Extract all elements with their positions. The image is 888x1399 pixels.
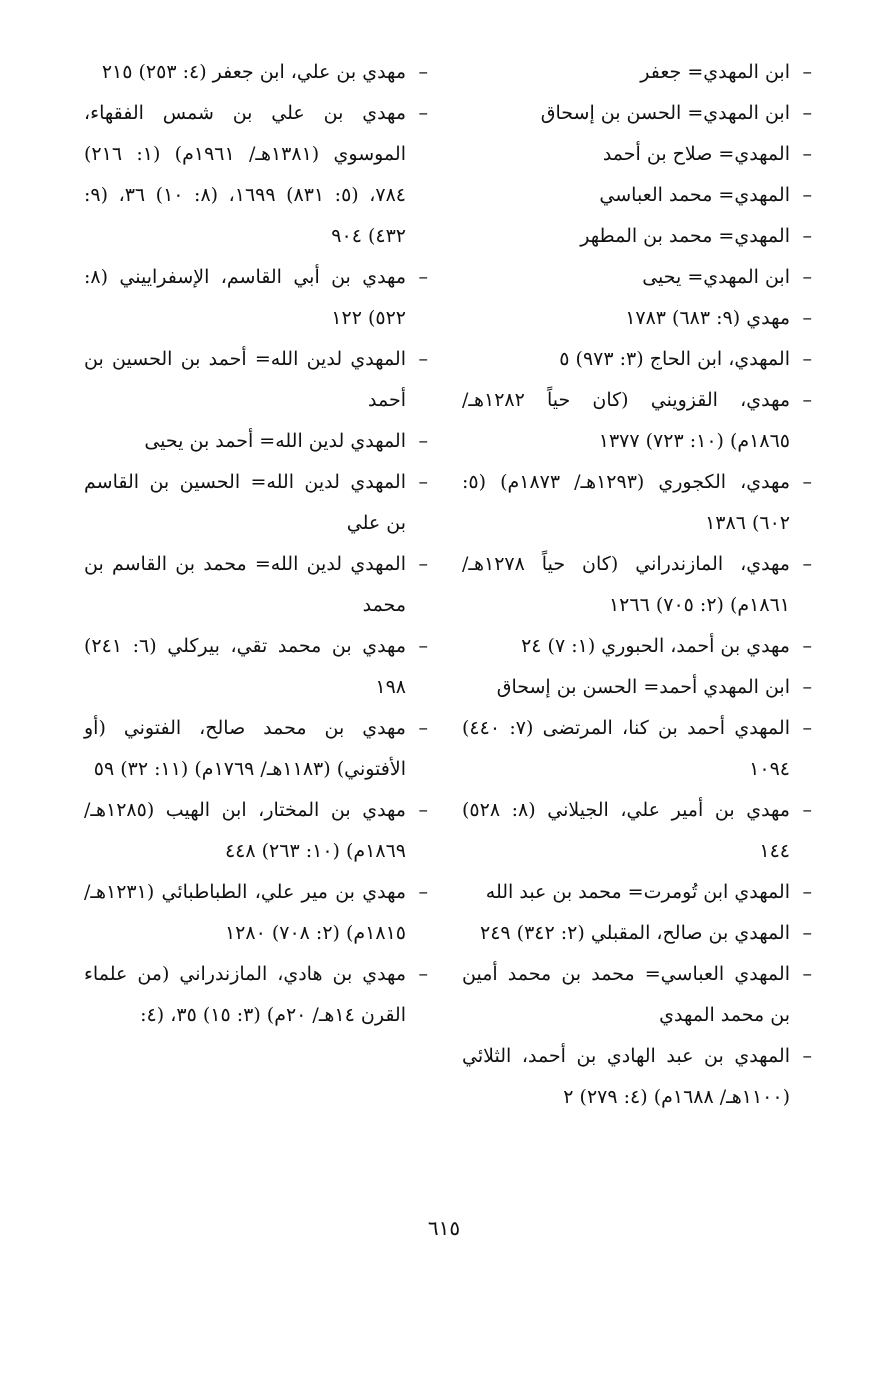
entry-text: ابن المهدي= جعفر [640,61,790,83]
entry-text: مهدي بن أحمد، الحبوري (١: ٧) ٢٤ [521,635,790,657]
entry-text: المهدي= محمد العباسي [599,184,790,206]
entry-dash: – [418,61,428,83]
entry-dash: – [802,389,812,411]
index-entry [462,52,812,93]
page-number: ٦١٥ [427,1216,461,1240]
entry-dash: – [418,430,428,452]
entry-text: مهدي بن علي، ابن جعفر (٤: ٢٥٣) ٢١٥ [101,61,406,83]
entry-text: ابن المهدي= الحسن بن إسحاق [540,102,790,124]
index-entry [84,421,428,462]
entry-text: المهدي العباسي= محمد بن محمد أمين بن محمد المهدي [462,963,790,1026]
entry-dash: – [418,881,428,903]
index-entry [84,790,428,872]
entry-dash: – [418,963,428,985]
index-entry [462,93,812,134]
entry-text: مهدي بن المختار، ابن الهيب (١٢٨٥هـ/ ١٨٦٩م) (١٠: ٢٦٣) ٤٤٨ [84,799,406,862]
entry-text: مهدي بن علي بن شمس الفقهاء، الموسوي (١٣٨١هـ/ ١٩٦١م) (١: ٢١٦) ٧٨٤، (٥: ٨٣١) ١٦٩٩، (٨: ١٠) ٣٦، (٩: ٤٣٢) ٩٠٤ [84,102,406,247]
index-entry [462,790,812,872]
entry-text: مهدي بن محمد صالح، الفتوني (أو الأفتوني) (١١٨٣هـ/ ١٧٦٩م) (١١: ٣٢) ٥٩ [84,717,406,780]
entry-dash: – [802,102,812,124]
index-entry [462,872,812,913]
entry-text: مهدي، الكجوري (١٢٩٣هـ/ ١٨٧٣م) (٥: ٦٠٢) ١٣٨٦ [462,471,790,534]
entry-dash: – [802,799,812,821]
index-entry [462,462,812,544]
entry-text: مهدي، المازندراني (كان حياً ١٢٧٨هـ/ ١٨٦١م) (٢: ٧٠٥) ١٢٦٦ [462,553,790,616]
index-entry [462,626,812,667]
entry-text: المهدي لدين الله= محمد بن القاسم بن محمد [84,553,406,616]
index-entry [84,626,428,708]
index-entry [462,339,812,380]
index-entry [84,52,428,93]
entry-dash: – [802,61,812,83]
index-entry [462,667,812,708]
entry-text: المهدي بن صالح، المقبلي (٢: ٣٤٢) ٢٤٩ [480,922,790,944]
entry-text: مهدي (٩: ٦٨٣) ١٧٨٣ [625,307,790,329]
index-entry [84,544,428,626]
index-entry [84,93,428,257]
index-entry [462,380,812,462]
index-entry [462,954,812,1036]
entry-text: مهدي بن هادي، المازندراني (من علماء القرن ١٤هـ/ ٢٠م) (٣: ١٥) ٣٥، (٤: [84,963,406,1026]
index-entry [84,872,428,954]
entry-dash: – [802,553,812,575]
entry-text: مهدي بن مير علي، الطباطبائي (١٢٣١هـ/ ١٨١٥م) (٢: ٧٠٨) ١٢٨٠ [84,881,406,944]
entry-dash: – [802,676,812,698]
entry-text: مهدي بن محمد تقي، بيركلي (٦: ٢٤١) ١٩٨ [84,635,406,698]
entry-text: المهدي ابن تُومرت= محمد بن عبد الله [485,881,790,903]
entry-text: المهدي= محمد بن المطهر [580,225,790,247]
index-entry [462,1036,812,1118]
entry-dash: – [802,881,812,903]
index-entry [462,913,812,954]
entry-dash: – [418,471,428,493]
index-entry [84,257,428,339]
entry-text: مهدي بن أبي القاسم، الإسفراييني (٨: ٥٢٢) ١٢٢ [84,266,406,329]
entry-dash: – [418,266,428,288]
entry-text: ابن المهدي أحمد= الحسن بن إسحاق [496,676,790,698]
entry-dash: – [418,348,428,370]
index-entry [462,175,812,216]
index-entry [462,708,812,790]
entry-text: المهدي، ابن الحاج (٣: ٩٧٣) ٥ [559,348,790,370]
entry-dash: – [802,184,812,206]
entry-text: المهدي لدين الله= الحسين بن القاسم بن علي [84,471,406,534]
right-column [462,52,812,1118]
index-entry [84,954,428,1036]
index-entry [462,134,812,175]
index-entry [462,544,812,626]
index-entry [84,708,428,790]
entry-dash: – [802,471,812,493]
entry-dash: – [802,1045,812,1067]
entry-text: المهدي= صلاح بن أحمد [602,143,790,165]
entry-dash: – [418,799,428,821]
index-entry [462,298,812,339]
entry-dash: – [802,635,812,657]
entry-text: مهدي، القزويني (كان حياً ١٢٨٢هـ/ ١٨٦٥م) (١٠: ٧٢٣) ١٣٧٧ [462,389,790,452]
entry-dash: – [802,143,812,165]
entry-dash: – [802,225,812,247]
entry-text: المهدي لدين الله= أحمد بن يحيى [144,430,406,452]
index-entry [84,462,428,544]
entry-dash: – [802,266,812,288]
entry-dash: – [418,553,428,575]
entry-dash: – [802,348,812,370]
entry-dash: – [418,635,428,657]
entry-dash: – [418,717,428,739]
index-entry [462,216,812,257]
entry-text: ابن المهدي= يحيى [642,266,790,288]
entry-text: المهدي لدين الله= أحمد بن الحسين بن أحمد [84,348,406,411]
entry-text: المهدي بن عبد الهادي بن أحمد، الثلائي (١١٠٠هـ/ ١٦٨٨م) (٤: ٢٧٩) ٢ [462,1045,790,1108]
index-entry [462,257,812,298]
entry-text: مهدي بن أمير علي، الجيلاني (٨: ٥٢٨) ١٤٤ [462,799,790,862]
index-entry [84,339,428,421]
entry-dash: – [802,307,812,329]
left-column [84,52,428,1036]
entry-text: المهدي أحمد بن كنا، المرتضى (٧: ٤٤٠) ١٠٩٤ [462,717,790,780]
entry-dash: – [802,922,812,944]
entry-dash: – [802,963,812,985]
entry-dash: – [802,717,812,739]
entry-dash: – [418,102,428,124]
